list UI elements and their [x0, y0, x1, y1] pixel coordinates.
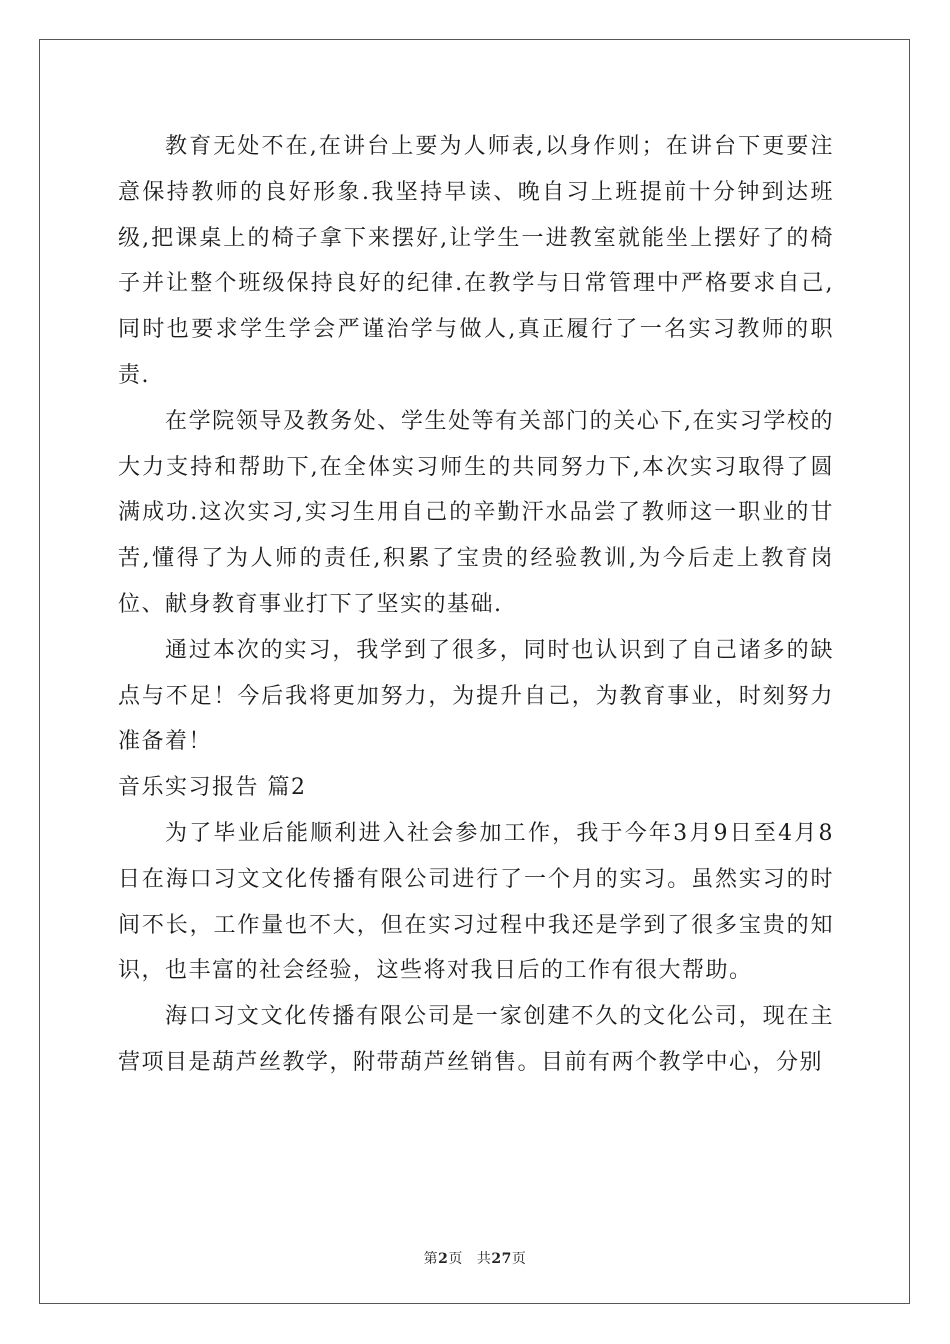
total-suffix: 页	[511, 1251, 527, 1267]
page-number: 2	[438, 1251, 449, 1267]
paragraph: 海口习文文化传播有限公司是一家创建不久的文化公司，现在主营项目是葫芦丝教学，附带葫芦丝销售。目前有两个教学中心，分别	[118, 1004, 834, 1075]
document-body	[118, 124, 834, 1086]
paragraph: 在学院领导及教务处、学生处等有关部门的关心下,在实习学校的大力支持和帮助下,在全体实习师生的共同努力下,本次实习取得了圆满成功.这次实习,实习生用自己的辛勤汗水品尝了教师这一职业的甘苦,懂得了为人师的责任,积累了宝贵的经验教训,为今后走上教育岗位、献身教育事业打下了坚实的基础.	[118, 408, 834, 617]
page-suffix: 页	[448, 1251, 463, 1267]
total-prefix: 共	[476, 1251, 492, 1267]
paragraph: 为了毕业后能顺利进入社会参加工作，我于今年3月9日至4月8日在海口习文文化传播有限公司进行了一个月的实习。虽然实习的时间不长，工作量也不大，但在实习过程中我还是学到了很多宝贵的知识，也丰富的社会经验，这些将对我日后的工作有很大帮助。	[118, 820, 834, 984]
paragraph: 教育无处不在,在讲台上要为人师表,以身作则；在讲台下更要注意保持教师的良好形象.我坚持早读、晚自习上班提前十分钟到达班级,把课桌上的椅子拿下来摆好,让学生一进教室就能坐上摆好了的椅子并让整个班级保持良好的纪律.在教学与日常管理中严格要求自己,同时也要求学生学会严谨治学与做人,真正履行了一名实习教师的职责.	[118, 134, 834, 388]
total-pages: 27	[491, 1251, 512, 1267]
paragraph: 通过本次的实习，我学到了很多，同时也认识到了自己诸多的缺点与不足！今后我将更加努力，为提升自己，为教育事业，时刻努力准备着！	[118, 637, 834, 755]
page-footer	[0, 1248, 950, 1268]
page-prefix: 第	[423, 1251, 439, 1267]
section-heading: 音乐实习报告 篇2	[118, 775, 307, 801]
